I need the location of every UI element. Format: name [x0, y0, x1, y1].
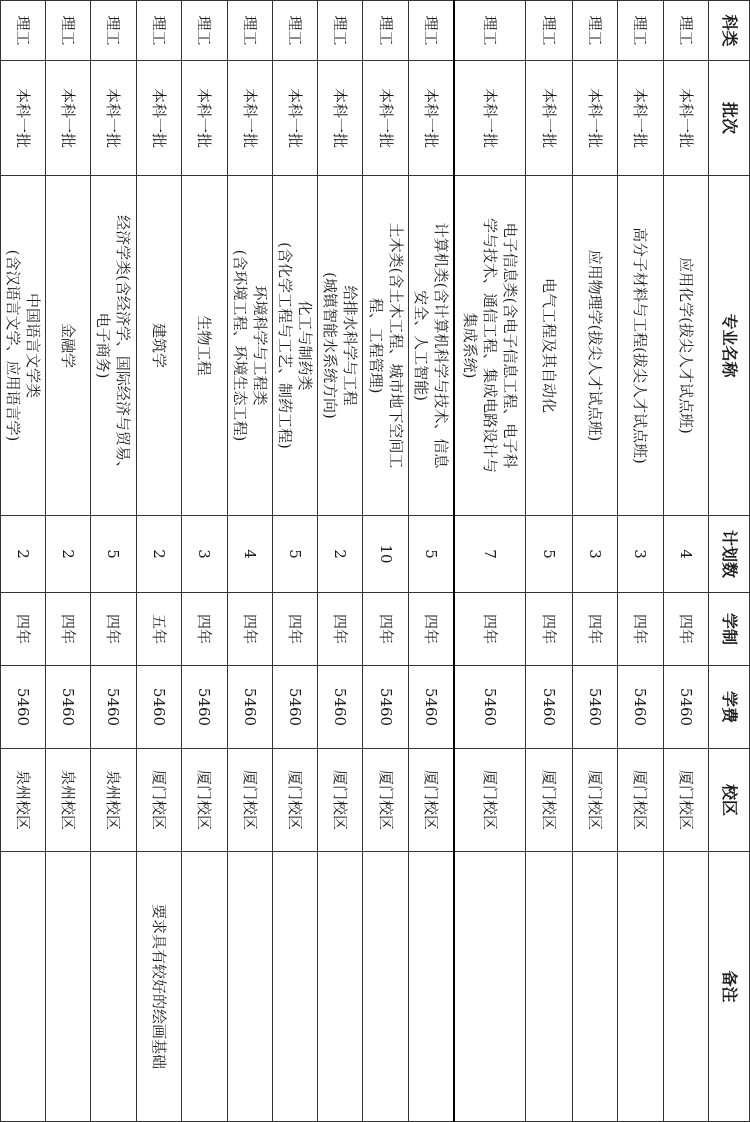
cell-duration: 四年	[663, 593, 708, 666]
cell-fee: 5460	[409, 666, 454, 749]
cell-campus: 厦门校区	[572, 749, 617, 852]
cell-major	[181, 176, 227, 516]
cell-batch: 本科一批	[617, 61, 663, 176]
major-line: 应用化学(拔尖人才试点班)	[676, 257, 695, 434]
cell-duration: 四年	[363, 593, 409, 666]
cell-campus: 厦门校区	[454, 749, 526, 852]
cell-duration: 四年	[227, 593, 272, 666]
cell-plan: 3	[181, 516, 227, 593]
cell-subject: 理工	[227, 1, 272, 61]
table-row	[227, 1, 272, 1122]
cell-batch: 本科一批	[572, 61, 617, 176]
major-line: 化工与制药类	[296, 300, 315, 391]
cell-major	[91, 176, 136, 516]
cell-remark	[318, 852, 363, 1122]
major-line: 高分子材料与工程(拔尖人才试点班)	[631, 227, 650, 464]
cell-campus: 厦门校区	[181, 749, 227, 852]
table-row	[663, 1, 708, 1122]
major-line: (城镇智能水系统方向)	[321, 272, 340, 419]
cell-campus: 厦门校区	[363, 749, 409, 852]
cell-batch: 本科一批	[91, 61, 136, 176]
header-major: 专业名称	[708, 176, 749, 516]
header-remark: 备注	[708, 852, 749, 1122]
cell-fee: 5460	[617, 666, 663, 749]
table-row	[136, 1, 181, 1122]
cell-remark	[409, 852, 454, 1122]
major-line: (含环境工程、环境生态工程)	[230, 249, 249, 442]
cell-subject: 理工	[617, 1, 663, 61]
cell-plan: 5	[409, 516, 454, 593]
cell-major	[454, 176, 526, 516]
cell-batch: 本科一批	[318, 61, 363, 176]
table-row	[617, 1, 663, 1122]
cell-plan: 2	[46, 516, 91, 593]
major-line: 建筑学	[149, 322, 168, 368]
major-line: 经济学类(含经济学、国际经济与贸易、	[114, 215, 133, 476]
table-body	[1, 1, 750, 1122]
major-line: 电子商务)	[94, 312, 113, 379]
cell-subject: 理工	[272, 1, 317, 61]
cell-fee: 5460	[572, 666, 617, 749]
major-line: 集成系统)	[461, 312, 480, 379]
major-line: (含汉语言文学、应用语言学)	[4, 249, 23, 442]
cell-batch: 本科一批	[272, 61, 317, 176]
header-subject: 科类	[708, 1, 749, 61]
cell-duration: 四年	[572, 593, 617, 666]
cell-remark	[663, 852, 708, 1122]
cell-plan: 5	[272, 516, 317, 593]
major-line: 土木类(含土木工程、城市地下空间工	[386, 222, 405, 469]
cell-campus: 厦门校区	[526, 749, 572, 852]
cell-major	[526, 176, 572, 516]
cell-batch: 本科一批	[227, 61, 272, 176]
cell-subject: 理工	[1, 1, 46, 61]
cell-duration: 四年	[181, 593, 227, 666]
major-line: 给排水科学与工程	[341, 285, 360, 406]
cell-plan: 10	[363, 516, 409, 593]
cell-duration: 四年	[409, 593, 454, 666]
cell-subject: 理工	[91, 1, 136, 61]
cell-major	[318, 176, 363, 516]
cell-subject: 理工	[181, 1, 227, 61]
cell-fee: 5460	[454, 666, 526, 749]
cell-major	[617, 176, 663, 516]
cell-major	[136, 176, 181, 516]
cell-plan: 2	[1, 516, 46, 593]
cell-remark	[272, 852, 317, 1122]
cell-campus: 厦门校区	[663, 749, 708, 852]
major-line: 应用物理学(拔尖人才试点班)	[585, 249, 604, 442]
cell-duration: 四年	[526, 593, 572, 666]
cell-subject: 理工	[454, 1, 526, 61]
cell-remark	[454, 852, 526, 1122]
cell-plan: 2	[136, 516, 181, 593]
cell-campus: 厦门校区	[227, 749, 272, 852]
table-row	[454, 1, 526, 1122]
cell-batch: 本科一批	[46, 61, 91, 176]
cell-campus: 厦门校区	[409, 749, 454, 852]
header-fee: 学费	[708, 666, 749, 749]
cell-duration: 四年	[1, 593, 46, 666]
cell-campus: 厦门校区	[617, 749, 663, 852]
cell-batch: 本科一批	[363, 61, 409, 176]
cell-fee: 5460	[227, 666, 272, 749]
cell-duration: 四年	[91, 593, 136, 666]
cell-plan: 5	[91, 516, 136, 593]
cell-fee: 5460	[1, 666, 46, 749]
header-batch: 批次	[708, 61, 749, 176]
cell-plan: 3	[572, 516, 617, 593]
cell-batch: 本科一批	[663, 61, 708, 176]
cell-major	[1, 176, 46, 516]
cell-campus: 厦门校区	[136, 749, 181, 852]
cell-batch: 本科一批	[454, 61, 526, 176]
header-plan: 计划数	[708, 516, 749, 593]
cell-remark	[526, 852, 572, 1122]
cell-subject: 理工	[572, 1, 617, 61]
cell-major	[46, 176, 91, 516]
major-line: 金融学	[59, 322, 78, 368]
cell-remark	[91, 852, 136, 1122]
major-line: 电气工程及其自动化	[539, 277, 558, 413]
table-row	[46, 1, 91, 1122]
cell-subject: 理工	[136, 1, 181, 61]
cell-subject: 理工	[46, 1, 91, 61]
table-row	[526, 1, 572, 1122]
cell-subject: 理工	[363, 1, 409, 61]
cell-plan: 4	[663, 516, 708, 593]
major-line: 安全、人工智能)	[412, 290, 431, 401]
cell-duration: 五年	[136, 593, 181, 666]
cell-batch: 本科一批	[136, 61, 181, 176]
table-row	[572, 1, 617, 1122]
cell-batch: 本科一批	[1, 61, 46, 176]
cell-fee: 5460	[663, 666, 708, 749]
cell-remark	[1, 852, 46, 1122]
cell-campus: 泉州校区	[1, 749, 46, 852]
cell-subject: 理工	[663, 1, 708, 61]
cell-plan: 5	[526, 516, 572, 593]
table-row	[363, 1, 409, 1122]
cell-fee: 5460	[318, 666, 363, 749]
major-line: (含化学工程与工艺、制药工程)	[276, 242, 295, 449]
cell-duration: 四年	[318, 593, 363, 666]
major-line: 学与技术、通信工程、集成电路设计与	[481, 217, 500, 473]
cell-major	[227, 176, 272, 516]
cell-fee: 5460	[136, 666, 181, 749]
cell-plan: 7	[454, 516, 526, 593]
cell-remark	[363, 852, 409, 1122]
cell-duration: 四年	[617, 593, 663, 666]
table-row	[91, 1, 136, 1122]
cell-plan: 3	[617, 516, 663, 593]
cell-major	[663, 176, 708, 516]
cell-remark	[46, 852, 91, 1122]
cell-major	[272, 176, 317, 516]
table-row	[1, 1, 46, 1122]
cell-subject: 理工	[526, 1, 572, 61]
cell-subject: 理工	[409, 1, 454, 61]
major-line: 电子信息类(含电子信息工程、电子科	[501, 222, 520, 469]
cell-remark	[181, 852, 227, 1122]
cell-plan: 4	[227, 516, 272, 593]
major-line: 环境科学与工程类	[250, 285, 269, 406]
cell-subject: 理工	[318, 1, 363, 61]
header-campus: 校区	[708, 749, 749, 852]
major-line: 计算机类(含计算机科学与技术、信息	[432, 222, 451, 469]
cell-batch: 本科一批	[526, 61, 572, 176]
cell-plan: 2	[318, 516, 363, 593]
cell-remark	[227, 852, 272, 1122]
cell-fee: 5460	[91, 666, 136, 749]
cell-campus: 厦门校区	[318, 749, 363, 852]
table-row	[272, 1, 317, 1122]
cell-remark	[617, 852, 663, 1122]
major-line: 生物工程	[195, 315, 214, 376]
cell-duration: 四年	[46, 593, 91, 666]
cell-batch: 本科一批	[409, 61, 454, 176]
cell-fee: 5460	[46, 666, 91, 749]
table-header-row	[708, 1, 749, 1122]
cell-remark	[572, 852, 617, 1122]
major-line: 中国语言文学类	[24, 292, 43, 398]
cell-batch: 本科一批	[181, 61, 227, 176]
cell-fee: 5460	[526, 666, 572, 749]
cell-duration: 四年	[454, 593, 526, 666]
cell-major	[409, 176, 454, 516]
header-duration: 学制	[708, 593, 749, 666]
cell-major	[572, 176, 617, 516]
table-row	[181, 1, 227, 1122]
cell-remark: 要求具有较好的绘画基础	[136, 852, 181, 1122]
cell-fee: 5460	[272, 666, 317, 749]
table-row	[318, 1, 363, 1122]
cell-campus: 泉州校区	[91, 749, 136, 852]
cell-major	[363, 176, 409, 516]
cell-fee: 5460	[181, 666, 227, 749]
cell-campus: 厦门校区	[272, 749, 317, 852]
cell-duration: 四年	[272, 593, 317, 666]
cell-campus: 泉州校区	[46, 749, 91, 852]
major-line: 程、工程管理)	[366, 297, 385, 394]
table-row	[409, 1, 454, 1122]
cell-fee: 5460	[363, 666, 409, 749]
